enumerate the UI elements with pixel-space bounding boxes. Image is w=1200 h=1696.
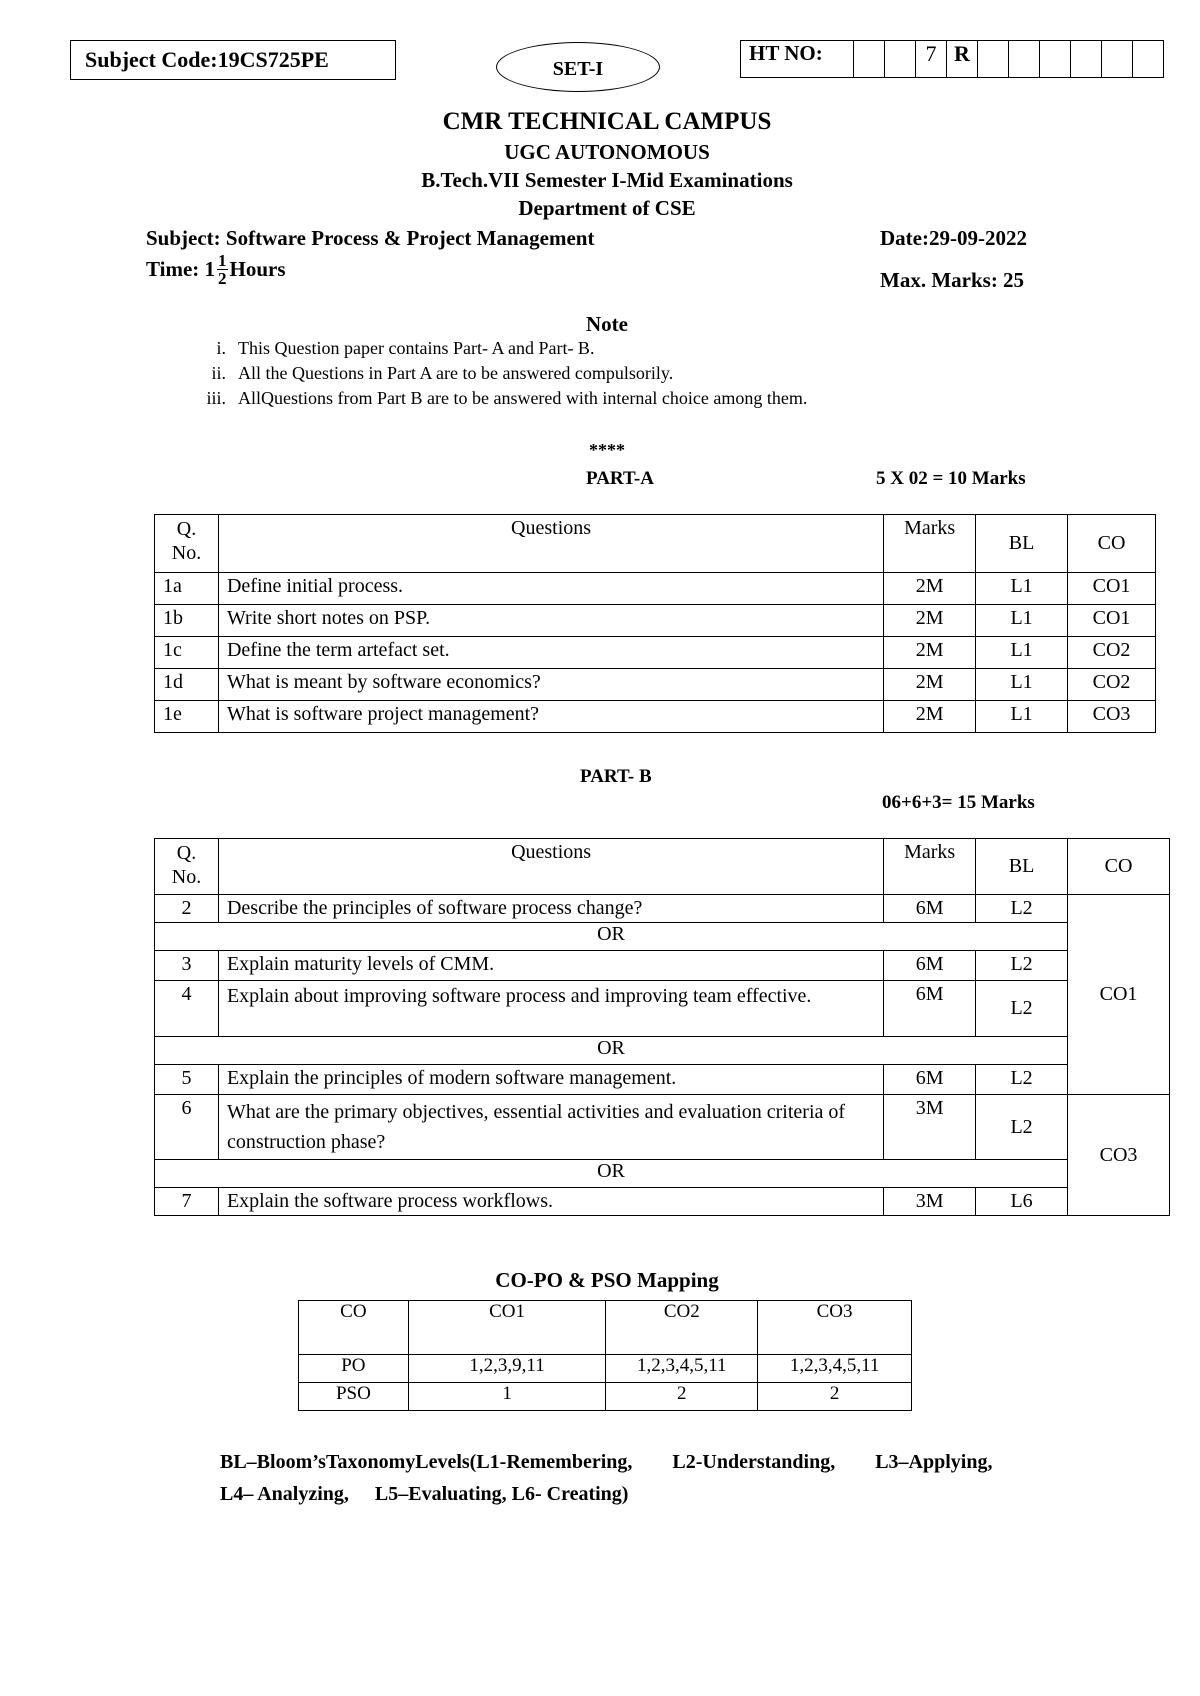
note-text: All the Questions in Part A are to be answered compulsorily. (238, 363, 674, 383)
note-item (190, 363, 673, 384)
question-number: 3 (155, 951, 219, 981)
legend-line-1 (220, 1446, 1120, 1478)
question-text: Explain about improving software process and improving team effective. (218, 981, 883, 1037)
header-co: CO (1068, 839, 1170, 895)
table-row (155, 895, 1170, 923)
question-number: 6 (155, 1095, 219, 1160)
department: Department of CSE (518, 196, 696, 220)
co-group-1: CO1 (1068, 895, 1170, 1095)
ht-label: HT NO: (741, 41, 854, 78)
fraction-numerator: 1 (218, 251, 227, 270)
table-row (155, 1095, 1170, 1160)
note-item (190, 388, 807, 409)
header-bl: BL (976, 839, 1068, 895)
question-co: CO1 (1068, 573, 1156, 605)
question-co: CO3 (1068, 701, 1156, 733)
ht-cell: R (947, 41, 978, 78)
question-number: 4 (155, 981, 219, 1037)
part-b-label: PART- B (580, 766, 652, 787)
note-item (190, 338, 594, 359)
table-header-row (155, 515, 1156, 573)
question-text: Define the term artefact set. (218, 637, 883, 669)
header-questions: Questions (218, 515, 883, 573)
question-text: Define initial process. (218, 573, 883, 605)
question-number: 1c (155, 637, 219, 669)
header-co: CO (1068, 515, 1156, 573)
legend-l3: L3–Applying, (875, 1451, 993, 1473)
question-bl: L1 (976, 637, 1068, 669)
part-b-table (154, 838, 1170, 1216)
table-row (155, 669, 1156, 701)
question-co: CO2 (1068, 669, 1156, 701)
table-row (155, 951, 1170, 981)
mapping-cell: 2 (758, 1383, 912, 1411)
mapping-cell: 1 (408, 1383, 606, 1411)
ht-cell (854, 41, 885, 78)
question-marks: 2M (884, 669, 976, 701)
question-text: Write short notes on PSP. (218, 605, 883, 637)
table-row (155, 1188, 1170, 1216)
question-bl: L2 (976, 1065, 1068, 1095)
question-number: 1b (155, 605, 219, 637)
legend-l1: BL–Bloom’sTaxonomyLevels(L1-Remembering, (220, 1451, 633, 1473)
or-separator: OR (155, 1037, 1068, 1065)
fraction-denominator: 2 (218, 269, 227, 288)
mapping-header-row (299, 1301, 912, 1355)
ht-cell (978, 41, 1009, 78)
question-bl: L1 (976, 605, 1068, 637)
subject-code-box (70, 40, 396, 80)
question-text: What are the primary objectives, essential activities and evaluation criteria of construction phase? (218, 1095, 883, 1160)
or-row (155, 1160, 1170, 1188)
mapping-cell: 1,2,3,4,5,11 (758, 1355, 912, 1383)
mapping-title: CO-PO & PSO Mapping (495, 1268, 719, 1292)
question-marks: 2M (884, 605, 976, 637)
max-marks: Max. Marks: 25 (880, 268, 1025, 292)
question-co: CO2 (1068, 637, 1156, 669)
question-bl: L1 (976, 701, 1068, 733)
mapping-cell: CO3 (758, 1301, 912, 1355)
table-row (155, 605, 1156, 637)
note-number: ii. (211, 363, 226, 383)
part-a-table (154, 514, 1156, 733)
table-row (155, 981, 1170, 1037)
mapping-cell: 1,2,3,4,5,11 (606, 1355, 758, 1383)
mapping-pso-row (299, 1383, 912, 1411)
part-a-marks: 5 X 02 = 10 Marks (876, 468, 1026, 489)
or-row (155, 923, 1170, 951)
question-number: 5 (155, 1065, 219, 1095)
mapping-cell: 1,2,3,9,11 (408, 1355, 606, 1383)
question-bl: L6 (976, 1188, 1068, 1216)
question-bl: L2 (976, 895, 1068, 923)
ht-cell (1040, 41, 1071, 78)
mapping-cell: PSO (299, 1383, 409, 1411)
question-number: 1d (155, 669, 219, 701)
question-number: 1e (155, 701, 219, 733)
ht-cell: 7 (916, 41, 947, 78)
note-number: i. (216, 338, 226, 358)
note-text: This Question paper contains Part- A and Part- B. (238, 338, 595, 358)
header-qno: Q. No. (155, 515, 219, 573)
legend-l5: L5–Evaluating, L6- Creating) (374, 1483, 629, 1505)
time-prefix: Time: 1 (146, 257, 216, 281)
question-co: CO1 (1068, 605, 1156, 637)
ht-cell (1071, 41, 1102, 78)
question-text: What is software project management? (218, 701, 883, 733)
table-row (155, 573, 1156, 605)
mapping-cell: CO (299, 1301, 409, 1355)
exam-title: B.Tech.VII Semester I-Mid Examinations (421, 168, 793, 192)
header-questions: Questions (218, 839, 883, 895)
set-label: SET-I (552, 58, 604, 80)
exam-date: Date:29-09-2022 (880, 226, 1027, 250)
question-bl: L1 (976, 573, 1068, 605)
question-marks: 3M (884, 1095, 976, 1160)
question-number: 1a (155, 573, 219, 605)
question-text: Explain the principles of modern software management. (218, 1065, 883, 1095)
co-po-mapping-table (298, 1300, 912, 1411)
question-marks: 2M (884, 573, 976, 605)
question-text: Describe the principles of software process change? (218, 895, 883, 923)
question-marks: 6M (884, 1065, 976, 1095)
set-oval (496, 42, 660, 92)
question-bl: L2 (976, 951, 1068, 981)
legend-line-2 (220, 1478, 1120, 1510)
part-b-marks: 06+6+3= 15 Marks (882, 792, 1035, 813)
note-number: iii. (206, 388, 226, 408)
autonomous-status: UGC AUTONOMOUS (504, 140, 710, 164)
blooms-legend (220, 1446, 1120, 1510)
ht-cell (1009, 41, 1040, 78)
legend-l4: L4– Analyzing, (220, 1483, 349, 1505)
co-group-2: CO3 (1068, 1095, 1170, 1216)
question-marks: 6M (884, 895, 976, 923)
time-suffix: Hours (229, 257, 286, 281)
or-separator: OR (155, 1160, 1068, 1188)
mapping-po-row (299, 1355, 912, 1383)
question-number: 2 (155, 895, 219, 923)
header-marks: Marks (884, 839, 976, 895)
college-name: CMR TECHNICAL CAMPUS (442, 108, 772, 135)
separator-stars: **** (589, 440, 625, 460)
mapping-cell: CO2 (606, 1301, 758, 1355)
table-row (155, 701, 1156, 733)
or-row (155, 1037, 1170, 1065)
table-row (155, 637, 1156, 669)
question-marks: 2M (884, 637, 976, 669)
ht-cell (1133, 41, 1164, 78)
question-text: Explain maturity levels of CMM. (218, 951, 883, 981)
question-text: Explain the software process workflows. (218, 1188, 883, 1216)
part-a-label: PART-A (586, 468, 654, 489)
question-bl: L2 (976, 1095, 1068, 1160)
question-bl: L1 (976, 669, 1068, 701)
hall-ticket-number-box (740, 40, 1164, 78)
table-header-row (155, 839, 1170, 895)
question-bl: L2 (976, 981, 1068, 1037)
subject-code: Subject Code:19CS725PE (85, 47, 329, 72)
question-number: 7 (155, 1188, 219, 1216)
question-marks: 6M (884, 951, 976, 981)
ht-cell (1102, 41, 1133, 78)
time-fraction (217, 252, 228, 287)
question-marks: 2M (884, 701, 976, 733)
question-marks: 3M (884, 1188, 976, 1216)
note-text: AllQuestions from Part B are to be answered with internal choice among them. (238, 388, 808, 408)
subject-line: Subject: Software Process & Project Management (146, 226, 595, 250)
header-marks: Marks (884, 515, 976, 573)
legend-l2: L2-Understanding, (672, 1451, 836, 1473)
mapping-cell: 2 (606, 1383, 758, 1411)
ht-cell (885, 41, 916, 78)
note-title: Note (586, 312, 628, 336)
mapping-cell: PO (299, 1355, 409, 1383)
question-text: What is meant by software economics? (218, 669, 883, 701)
header-qno: Q. No. (155, 839, 219, 895)
or-separator: OR (155, 923, 1068, 951)
table-row (155, 1065, 1170, 1095)
header-bl: BL (976, 515, 1068, 573)
mapping-cell: CO1 (408, 1301, 606, 1355)
question-marks: 6M (884, 981, 976, 1037)
exam-time (146, 252, 286, 287)
